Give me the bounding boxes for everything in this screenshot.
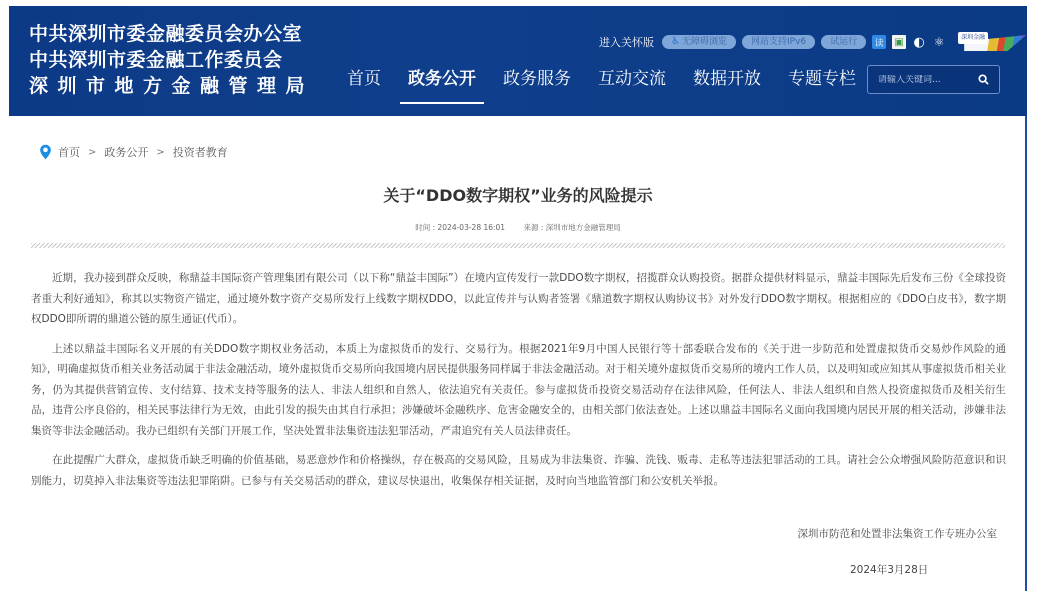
image-icon[interactable]: ▣ bbox=[892, 35, 906, 49]
article-signature: 深圳市防范和处置非法集资工作专班办公室 bbox=[797, 528, 997, 540]
article-title: 关于“DDO数字期权”业务的风险提示 bbox=[383, 186, 653, 205]
search-button[interactable] bbox=[973, 70, 993, 90]
ipv6-label: 网站支持IPv6 bbox=[750, 37, 807, 47]
article-date: 2024年3月28日 bbox=[850, 564, 929, 576]
org-line-3: 深圳市地方金融管理局 bbox=[29, 75, 315, 97]
org-line-2: 中共深圳市委金融工作委员会 bbox=[29, 49, 283, 71]
page bbox=[9, 6, 1027, 591]
breadcrumb-investor-education[interactable]: 投资者教育 bbox=[172, 146, 228, 159]
breadcrumb-separator: > bbox=[88, 146, 97, 158]
care-mode-link[interactable]: 进入关怀版 bbox=[599, 36, 654, 49]
breadcrumb-separator: > bbox=[156, 146, 165, 158]
hatched-divider bbox=[31, 243, 1005, 248]
circle-logo-icon[interactable]: ◐ bbox=[913, 34, 925, 50]
paragraph-1: 近期，我办接到群众反映，称鼎益丰国际资产管理集团有限公司（以下称“鼎益丰国际”）在境内宣传发行一款DDO数字期权，招揽群众认购投资。据群众提供材料显示，鼎益丰国际先后发布三份《全球投资者重大利好通知》，称其以实物资产锚定，通过境外数字资产交易所发行上线数字期权DDO，以此宣传并与认购者签署《鼎道数字期权认购协议书》对外发行DDO数字期权。根据相应的《DDO白皮书》，数字期权DDO即所谓的鼎道公链的原生通证(代币）。 bbox=[31, 272, 1006, 325]
trial-run-badge[interactable] bbox=[821, 35, 866, 49]
accessibility-button[interactable] bbox=[662, 35, 736, 49]
breadcrumb bbox=[39, 144, 228, 160]
article-meta bbox=[9, 222, 1027, 233]
search-icon bbox=[978, 74, 989, 85]
network-icon[interactable]: ⚛ bbox=[933, 35, 945, 49]
breadcrumb-government-affairs[interactable]: 政务公开 bbox=[104, 146, 149, 159]
utility-toolbar bbox=[599, 33, 1028, 51]
nav-open-data[interactable]: 数据开放 bbox=[693, 69, 761, 89]
main-nav bbox=[347, 66, 883, 106]
accessibility-label: 无障碍浏览 bbox=[681, 37, 727, 47]
brand-logo-text: 深圳金融 bbox=[958, 32, 988, 44]
article-source: 来源 : 深圳市地方金融管理局 bbox=[523, 223, 621, 232]
nav-government-affairs[interactable]: 政务公开 bbox=[408, 66, 476, 92]
org-line-1: 中共深圳市委金融委员会办公室 bbox=[29, 23, 303, 45]
org-logo[interactable] bbox=[29, 21, 314, 99]
article-time: 时间 : 2024-03-28 16:01 bbox=[415, 223, 506, 232]
read-icon[interactable]: 读 bbox=[872, 35, 886, 49]
ipv6-badge[interactable] bbox=[742, 35, 815, 49]
brand-logo[interactable] bbox=[958, 29, 1028, 55]
search-box bbox=[867, 65, 1000, 94]
nav-interaction[interactable]: 互动交流 bbox=[598, 69, 666, 89]
breadcrumb-home[interactable]: 首页 bbox=[58, 146, 80, 159]
nav-government-services[interactable]: 政务服务 bbox=[503, 69, 571, 89]
nav-home[interactable]: 首页 bbox=[347, 69, 381, 89]
article-body bbox=[31, 268, 1006, 500]
trial-run-label: 试运行 bbox=[830, 37, 858, 47]
location-pin-icon bbox=[39, 144, 52, 160]
paragraph-2: 上述以鼎益丰国际名义开展的有关DDO数字期权业务活动，本质上为虚拟货币的发行、交易行为。根据2021年9月中国人民银行等十部委联合发布的《关于进一步防范和处置虚拟货币交易炒作风险的通知》，明确虚拟货币相关业务活动属于非法金融活动，境外虚拟货币交易所向我国境内居民提供服务同样属于非法金融活动。对于相关境外虚拟货币交易所的境内工作人员，以及明知或应知其从事虚拟货币相关业务，仍为其提供营销宣传、支付结算、技术支持等服务的法人、非法人组织和自然人，依法追究有关责任。参与虚拟货币投资交易活动存在法律风险，任何法人、非法人组织和自然人投资虚拟货币及相关衍生品，违背公序良俗的，相关民事法律行为无效，由此引发的损失由其自行承担；涉嫌破坏金融秩序、危害金融安全的，由相关部门依法查处。上述以鼎益丰国际名义面向我国境内居民开展的相关活动，涉嫌非法集资等非法金融活动。我办已组织有关部门开展工作，坚决处置非法集资违法犯罪活动，严肃追究有关人员法律责任。 bbox=[31, 342, 1006, 437]
nav-special-topics[interactable]: 专题专栏 bbox=[788, 69, 856, 89]
site-header bbox=[9, 6, 1027, 116]
paragraph-3: 在此提醒广大群众，虚拟货币缺乏明确的价值基础，易恶意炒作和价格操纵，存在极高的交易风险，且易成为非法集资、诈骗、洗钱、贩毒、走私等违法犯罪活动的工具。请社会公众增强风险防范意识和识别能力，切莫掉入非法集资等违法犯罪陷阱。已参与有关交易活动的群众，建议尽快退出，收集保存相关证据，及时向当地监管部门和公安机关举报。 bbox=[31, 454, 1006, 487]
wheelchair-icon: ♿ bbox=[671, 36, 680, 47]
search-input[interactable] bbox=[868, 75, 973, 85]
